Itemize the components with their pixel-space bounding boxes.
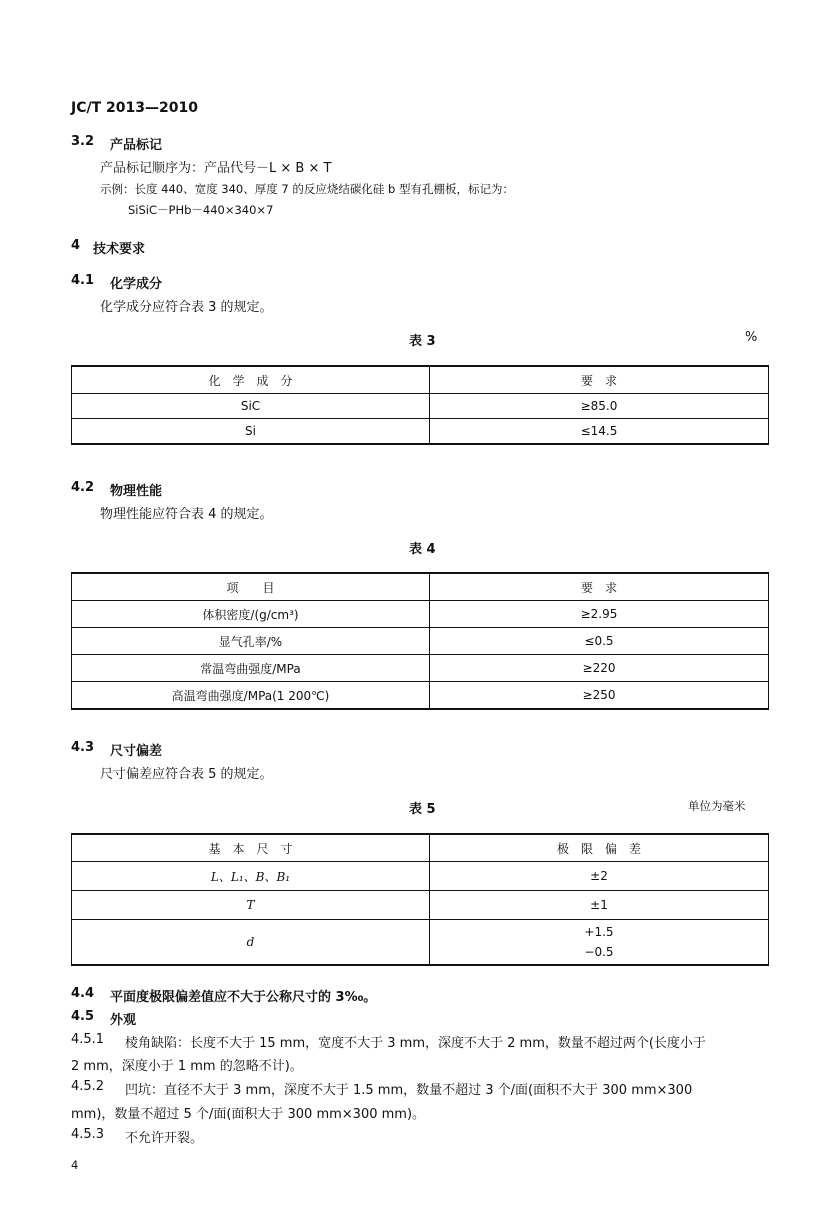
section-4-5-1-number: 4.5.1 bbox=[71, 1032, 105, 1047]
section-4-1-number: 4.1 bbox=[71, 273, 95, 288]
section-4-3-number: 4.3 bbox=[71, 740, 95, 755]
section-4-4-number: 4.4 bbox=[71, 986, 95, 1001]
section-3-2-number: 3.2 bbox=[71, 134, 95, 149]
section-4-5-2-line2: mm)，数量不超过 5 个/面(面积大于 300 mm×300 mm)。 bbox=[71, 1107, 426, 1122]
table-3-header-col1: 化 学 成 分 bbox=[72, 366, 430, 394]
section-3-2-code: SiSiC－PHb－440×340×7 bbox=[128, 203, 274, 217]
table-5-upper-tolerance: +1.5 bbox=[584, 925, 614, 939]
section-4-3-title: 尺寸偏差 bbox=[110, 744, 163, 759]
section-4-5-1-line2: 2 mm，深度小于 1 mm 的忽略不计)。 bbox=[71, 1059, 303, 1074]
section-4-5-3-number: 4.5.3 bbox=[71, 1127, 105, 1142]
table-4-cell: 常温弯曲强度/MPa bbox=[72, 655, 430, 682]
table-5-header-col1: 基 本 尺 寸 bbox=[72, 834, 430, 862]
table-row bbox=[72, 419, 769, 445]
table-3-title: 表 3 bbox=[409, 334, 436, 349]
table-3-cell: ≥85.0 bbox=[430, 394, 769, 419]
table-4-title: 表 4 bbox=[409, 542, 436, 557]
table-4-cell: ≥220 bbox=[430, 655, 769, 682]
table-4-cell: 高温弯曲强度/MPa(1 200℃) bbox=[72, 682, 430, 710]
section-3-2-example: 示例：长度 440、宽度 340、厚度 7 的反应烧结碳化硅 b 型有孔棚板，标记为： bbox=[100, 182, 514, 196]
section-4-number: 4 bbox=[71, 238, 81, 253]
table-5-cell: L、L₁、B、B₁ bbox=[72, 862, 430, 891]
table-4-header-col2: 要 求 bbox=[430, 573, 769, 601]
table-row bbox=[72, 601, 769, 628]
section-4-5-2-line1: 凹坑：直径不大于 3 mm，深度不大于 1.5 mm，数量不超过 3 个/面(面积不大于 300 mm×300 bbox=[125, 1083, 693, 1098]
table-row bbox=[72, 655, 769, 682]
table-5-cell: ±1 bbox=[430, 891, 769, 920]
table-3-cell: ≤14.5 bbox=[430, 419, 769, 445]
section-3-2-title: 产品标记 bbox=[110, 138, 163, 153]
table-5-cell: T bbox=[72, 891, 430, 920]
standard-number: JC/T 2013—2010 bbox=[71, 100, 198, 116]
section-4-5-number: 4.5 bbox=[71, 1009, 95, 1024]
table-4-header-col1: 项 目 bbox=[72, 573, 430, 601]
section-3-2-line: 产品标记顺序为：产品代号－L × B × T bbox=[100, 161, 332, 176]
table-5-lower-tolerance: −0.5 bbox=[584, 945, 614, 959]
table-3-unit: % bbox=[745, 330, 758, 345]
page-number: 4 bbox=[71, 1158, 79, 1172]
table-3-header-col2: 要 求 bbox=[430, 366, 769, 394]
table-row bbox=[72, 682, 769, 710]
table-row bbox=[72, 920, 769, 966]
table-5-cell: d bbox=[72, 920, 430, 966]
table-4-cell: ≥2.95 bbox=[430, 601, 769, 628]
section-4-5-1-line1: 棱角缺陷：长度不大于 15 mm，宽度不大于 3 mm，深度不大于 2 mm，数量不超过两个(长度小于 bbox=[125, 1036, 706, 1051]
section-4-2-title: 物理性能 bbox=[110, 484, 163, 499]
section-4-2-number: 4.2 bbox=[71, 480, 95, 495]
table-4-cell: 体积密度/(g/cm³) bbox=[72, 601, 430, 628]
section-4-4-text: 平面度极限偏差值应不大于公称尺寸的 3‰。 bbox=[110, 990, 377, 1005]
table-4-cell: 显气孔率/% bbox=[72, 628, 430, 655]
table-5 bbox=[71, 833, 769, 966]
section-4-1-title: 化学成分 bbox=[110, 277, 163, 292]
table-5-cell bbox=[430, 920, 769, 966]
section-4-5-3-text: 不允许开裂。 bbox=[125, 1131, 204, 1146]
table-4-cell: ≥250 bbox=[430, 682, 769, 710]
section-4-3-text: 尺寸偏差应符合表 5 的规定。 bbox=[100, 767, 273, 782]
table-row bbox=[72, 862, 769, 891]
section-4-5-title: 外观 bbox=[110, 1013, 137, 1028]
section-4-1-text: 化学成分应符合表 3 的规定。 bbox=[100, 300, 273, 315]
table-5-cell: ±2 bbox=[430, 862, 769, 891]
table-4 bbox=[71, 572, 769, 710]
table-4-cell: ≤0.5 bbox=[430, 628, 769, 655]
table-5-unit: 单位为毫米 bbox=[688, 799, 746, 813]
table-row bbox=[72, 628, 769, 655]
table-5-title: 表 5 bbox=[409, 802, 436, 817]
table-3-cell: SiC bbox=[72, 394, 430, 419]
table-3-cell: Si bbox=[72, 419, 430, 445]
section-4-5-2-number: 4.5.2 bbox=[71, 1079, 105, 1094]
table-row bbox=[72, 891, 769, 920]
table-5-header-col2: 极 限 偏 差 bbox=[430, 834, 769, 862]
section-4-title: 技术要求 bbox=[93, 242, 146, 257]
table-row bbox=[72, 394, 769, 419]
section-4-2-text: 物理性能应符合表 4 的规定。 bbox=[100, 507, 273, 522]
table-3 bbox=[71, 365, 769, 445]
